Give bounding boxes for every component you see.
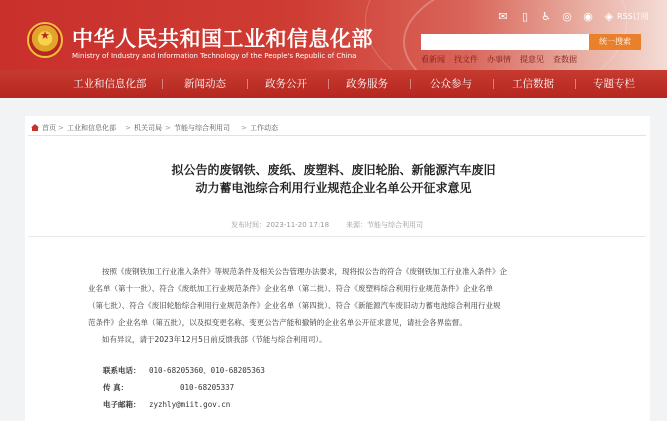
- breadcrumb-separator: >: [58, 124, 64, 132]
- quick-link-news[interactable]: 看新闻: [421, 55, 445, 64]
- nav-item-services[interactable]: 政务服务: [346, 78, 388, 90]
- site-subtitle: Ministry of Industry and Information Technology of the People's Republic of China: [72, 52, 357, 60]
- nav-divider: [575, 79, 576, 89]
- nav-divider: [410, 79, 411, 89]
- rss-icon[interactable]: ◈: [604, 10, 614, 23]
- contact-label: 电子邮箱：: [103, 400, 141, 409]
- mobile-icon[interactable]: ▯: [521, 10, 529, 23]
- article-paragraph-line: 如有异议，请于2023年12月5日前反馈我部（节能与综合利用司）。: [102, 335, 327, 344]
- quick-link-services[interactable]: 办事情: [487, 55, 511, 64]
- national-emblem-icon[interactable]: ★: [27, 22, 63, 58]
- article-paragraph-line: （第七批）、符合《废旧轮胎综合利用行业规范条件》企业名单（第四批）、符合《新能源汽车废旧动力蓄电池综合利用行业规: [88, 301, 501, 310]
- divider: [28, 135, 646, 136]
- article-paragraph-line: 按照《废钢铁加工行业准入条件》等规范条件及相关公告管理办法要求，现将拟公告的符合《废钢铁加工行业准入条件》企: [102, 267, 507, 276]
- article-title: 拟公告的废钢铁、废纸、废塑料、废旧轮胎、新能源汽车废旧: [171, 163, 496, 177]
- accessibility-icon[interactable]: ♿: [541, 10, 551, 23]
- contact-value[interactable]: zyzhly@miit.gov.cn: [149, 400, 231, 409]
- site-header: [0, 0, 667, 70]
- article-paragraph-line: 范条件》企业名单（第五批），以及拟变更名称、变更公告产能和撤销的企业名单公开征求意见，请社会各界监督。: [88, 318, 467, 327]
- top-utility-icons: [496, 8, 666, 26]
- nav-item-ministry[interactable]: 工业和信息化部: [73, 78, 147, 90]
- breadcrumb-home[interactable]: 首页: [42, 124, 56, 132]
- main-nav: [0, 70, 667, 98]
- nav-item-government-affairs[interactable]: 政务公开: [265, 78, 307, 90]
- nav-divider: [328, 79, 329, 89]
- contact-value: 010-68205337: [180, 383, 235, 392]
- quick-link-data[interactable]: 查数据: [553, 55, 577, 64]
- breadcrumb-work-news[interactable]: 工作动态: [250, 124, 278, 132]
- site-title[interactable]: 中华人民共和国工业和信息化部: [72, 27, 373, 51]
- divider: [28, 236, 646, 237]
- email-icon[interactable]: ✉: [498, 10, 508, 23]
- contact-value: 010-68205360、010-68205363: [149, 366, 265, 375]
- quick-link-files[interactable]: 找文件: [454, 55, 478, 64]
- publish-time: 发布时间：2023-11-20 17:18: [231, 221, 330, 229]
- nav-item-participation[interactable]: 公众参与: [430, 78, 472, 90]
- breadcrumb-departments[interactable]: 机关司局: [134, 124, 162, 132]
- quick-link-feedback[interactable]: 提意见: [520, 55, 544, 64]
- article-paragraph-line: 业名单（第十一批）、符合《废纸加工行业规范条件》企业名单（第二批）、符合《废塑料综合利用行业规范条件》企业名单: [88, 284, 493, 293]
- nav-item-topics[interactable]: 专题专栏: [593, 78, 635, 90]
- search-button[interactable]: 统一搜索: [589, 34, 641, 50]
- rss-link[interactable]: RSS订阅: [617, 12, 649, 21]
- nav-divider: [247, 79, 248, 89]
- breadcrumb-separator: >: [241, 124, 247, 132]
- weibo-icon[interactable]: ◉: [583, 10, 593, 23]
- nav-item-data[interactable]: 工信数据: [512, 78, 554, 90]
- article-source: 来源：节能与综合利用司: [346, 221, 423, 229]
- contact-label: 传 真：: [103, 383, 129, 392]
- wechat-icon[interactable]: ◎: [562, 10, 572, 23]
- article-title: 动力蓄电池综合利用行业规范企业名单公开征求意见: [195, 181, 472, 195]
- search-input[interactable]: [421, 34, 589, 50]
- breadcrumb-energy-dept[interactable]: 节能与综合利用司: [174, 124, 230, 132]
- contact-label: 联系电话：: [103, 366, 141, 375]
- nav-item-news[interactable]: 新闻动态: [184, 78, 226, 90]
- breadcrumb-ministry[interactable]: 工业和信息化部: [67, 124, 116, 132]
- nav-divider: [493, 79, 494, 89]
- breadcrumb-separator: >: [165, 124, 171, 132]
- breadcrumb-separator: >: [125, 124, 131, 132]
- home-icon[interactable]: [31, 124, 39, 131]
- nav-divider: [162, 79, 163, 89]
